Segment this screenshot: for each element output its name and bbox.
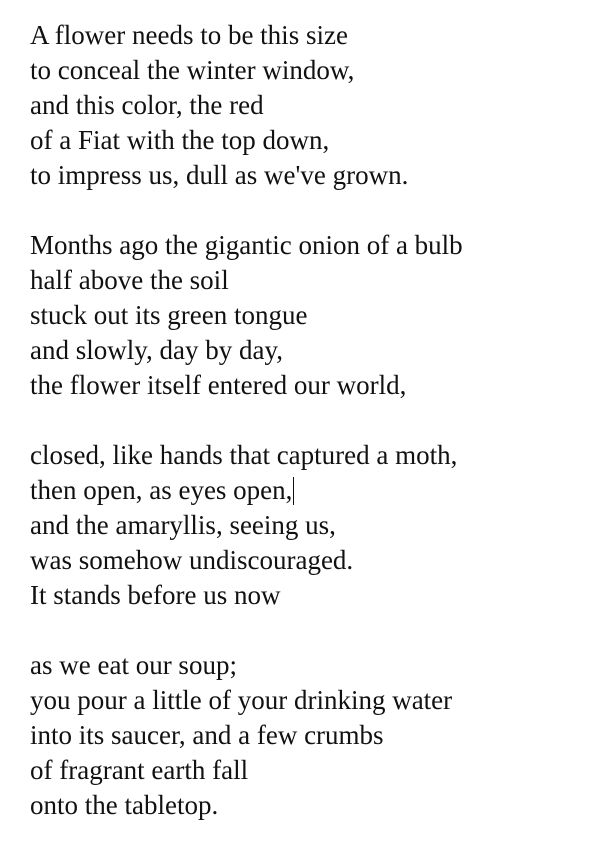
poem-line: the flower itself entered our world,	[30, 370, 407, 400]
poem-line: of a Fiat with the top down,	[30, 125, 330, 155]
poem-line: A flower needs to be this size	[30, 20, 348, 50]
poem-line: to impress us, dull as we've grown.	[30, 160, 409, 190]
poem-line: closed, like hands that captured a moth,	[30, 440, 458, 470]
poem-line: Months ago the gigantic onion of a bulb	[30, 230, 463, 260]
poem-line: stuck out its green tongue	[30, 300, 308, 330]
poem-body[interactable]	[30, 18, 600, 858]
poem-line: as we eat our soup;	[30, 650, 237, 680]
text-cursor	[293, 477, 294, 505]
poem-line: and slowly, day by day,	[30, 335, 283, 365]
poem-line-text: then open, as eyes open,	[30, 475, 293, 505]
poem-line: to conceal the winter window,	[30, 55, 355, 85]
stanza-4	[30, 648, 600, 823]
stanza-1	[30, 18, 600, 193]
poem-line: you pour a little of your drinking water	[30, 685, 453, 715]
poem-line: into its saucer, and a few crumbs	[30, 720, 384, 750]
stanza-2	[30, 228, 600, 403]
poem-line: It stands before us now	[30, 580, 281, 610]
stanza-3	[30, 438, 600, 613]
poem-line: onto the tabletop.	[30, 790, 219, 820]
poem-line-with-caret	[30, 473, 600, 508]
poem-line: and this color, the red	[30, 90, 264, 120]
poem-line: was somehow undiscouraged.	[30, 545, 354, 575]
poem-line: of fragrant earth fall	[30, 755, 249, 785]
poem-line: half above the soil	[30, 265, 229, 295]
poem-line: and the amaryllis, seeing us,	[30, 510, 336, 540]
